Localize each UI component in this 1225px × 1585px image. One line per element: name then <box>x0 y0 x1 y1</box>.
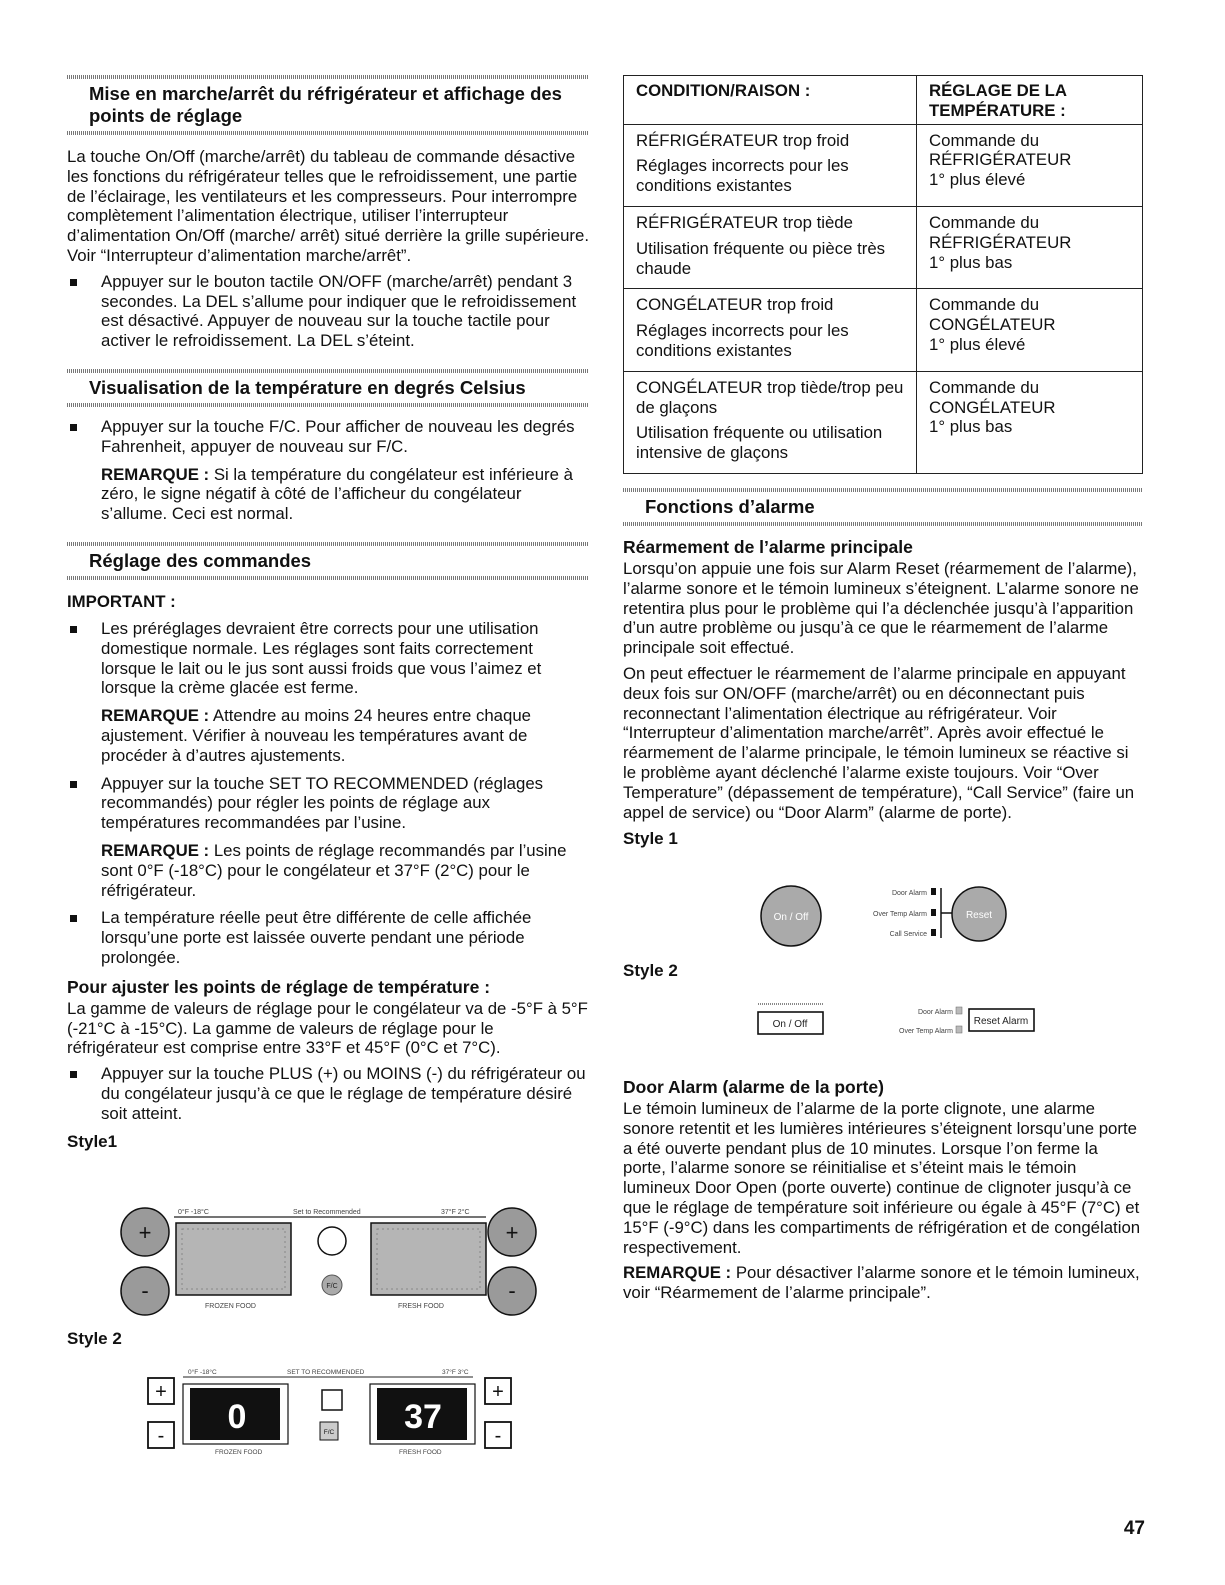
step-text: 1° plus élevé <box>929 334 1026 354</box>
step-text: 1° plus bas <box>929 252 1013 272</box>
frozen-food-label: FROZEN FOOD <box>205 1303 256 1310</box>
note-text: Pour désactiver l’alarme sonore et le témoin lumineux, voir “Réarmement de l’alarme principale”. <box>623 1263 1140 1303</box>
section-title-power: Mise en marche/arrêt du réfrigérateur et affichage des points de réglage <box>89 83 562 126</box>
plus-symbol: + <box>492 1381 504 1403</box>
door-alarm-label: Door Alarm <box>891 890 927 897</box>
section-divider <box>623 522 1143 526</box>
door-alarm-note <box>623 1263 1143 1303</box>
table-row <box>624 124 1143 206</box>
fc-label: F/C <box>323 1429 335 1436</box>
important-label: IMPORTANT : <box>67 591 176 611</box>
on-off-label: On / Off <box>772 1019 808 1030</box>
set-recommended-button[interactable] <box>318 1227 346 1255</box>
reason-text: Réglages incorrects pour les conditions existantes <box>636 156 849 196</box>
minus-symbol: - <box>141 1278 149 1303</box>
fridge-setpoint: 37°F 2°C <box>441 1209 470 1216</box>
adjust-heading: Pour ajuster les points de réglage de température : <box>67 976 491 997</box>
celsius-bullet: Appuyer sur la touche F/C. Pour afficher de nouveau les degrés Fahrenheit, appuyer de nouveau sur F/C. <box>67 417 589 457</box>
fresh-food-label: FRESH FOOD <box>399 1449 442 1456</box>
condition-text: RÉFRIGÉRATEUR trop froid <box>636 130 850 150</box>
fridge-display <box>371 1223 486 1295</box>
page-number: 47 <box>1123 1518 1145 1539</box>
door-alarm-section <box>623 1076 1143 1309</box>
unit-text: CONGÉLATEUR <box>929 315 1056 335</box>
section-title-controls: Réglage des commandes <box>89 549 312 571</box>
controls-note-2 <box>67 841 589 900</box>
over-temp-led <box>931 909 936 916</box>
setting-cell <box>917 371 1143 473</box>
fresh-food-label: FRESH FOOD <box>398 1303 444 1310</box>
plus-symbol: + <box>138 1220 152 1245</box>
power-bullet: Appuyer sur le bouton tactile ON/OFF (marche/arrêt) pendant 3 secondes. La DEL s’allume pour indiquer que le refroidissement est désactivé. Appuyer de nouveau sur la touche tactile pour activer le refroidissement. La DEL s’éteint. <box>67 272 589 351</box>
reset-label: Reset <box>965 910 993 921</box>
door-alarm-led <box>931 888 936 895</box>
setting-cell <box>917 206 1143 288</box>
condition-cell <box>624 206 917 288</box>
minus-symbol: - <box>494 1425 502 1447</box>
left-column <box>67 75 589 1152</box>
temperature-table <box>623 75 1143 474</box>
unit-text: RÉFRIGÉRATEUR <box>929 232 1072 252</box>
note-label: REMARQUE : <box>623 1263 732 1283</box>
fc-label: F/C <box>326 1283 338 1290</box>
section-title-celsius: Visualisation de la température en degrés Celsius <box>89 376 526 398</box>
alarm-reset-heading: Réarmement de l’alarme principale <box>623 536 913 557</box>
step-text: 1° plus bas <box>929 417 1013 437</box>
control-panel-style2 <box>140 1362 525 1467</box>
right-column <box>623 75 1143 849</box>
power-paragraph: La touche On/Off (marche/arrêt) du tableau de commande désactive les fonctions du réfrigérateur telles que le refroidissement, une partie de l’éclairage, les ventilateurs et les compresseurs. Pour interrompre complètement l’alimentation électrique, utiliser l’interrupteur d’alimentation On/Off (marche/ arrêt) situé derrière la grille supérieure. Voir “Interrupteur d’alimentation marche/arrêt”. <box>67 147 589 265</box>
controls-bullet-2: Appuyer sur la touche SET TO RECOMMENDED (réglages recommandés) pour régler les points de réglage aux températures recommandées par l’usine. <box>67 774 589 833</box>
condition-text: CONGÉLATEUR trop tiède/trop peu de glaçons <box>636 377 904 417</box>
style2-label: Style 2 <box>67 1329 122 1348</box>
setting-cell <box>917 289 1143 371</box>
unit-text: CONGÉLATEUR <box>929 397 1056 417</box>
reason-text: Réglages incorrects pour les conditions existantes <box>636 321 849 360</box>
section-divider <box>67 403 589 407</box>
fridge-digit: 37 <box>404 1398 442 1436</box>
header-condition: CONDITION/RAISON : <box>624 76 917 125</box>
header-setting: RÉGLAGE DE LA TEMPÉRATURE : <box>917 76 1143 125</box>
section-title-alarm: Fonctions d’alarme <box>645 495 815 517</box>
section-divider <box>67 131 589 135</box>
condition-text: CONGÉLATEUR trop froid <box>636 295 834 315</box>
set-to-recommended-label: Set to Recommended <box>293 1209 361 1216</box>
note-label: REMARQUE : <box>101 840 210 860</box>
freezer-setpoint: 0°F -18°C <box>188 1369 217 1376</box>
note-text: Les points de réglage recommandés par l’usine sont 0°F (-18°C) pour le congélateur et 37°F (2°C) pour le réfrigérateur. <box>101 840 567 900</box>
control-panel-style1 <box>118 1200 543 1325</box>
command-text: Commande du <box>929 377 1040 397</box>
minus-symbol: - <box>508 1278 516 1303</box>
alarm-paragraph-2: On peut effectuer le réarmement de l’alarme principale en appuyant deux fois sur ON/OFF (marche/arrêt) ou en déconnectant puis reconnectant l’alimentation électrique au réfrigérateur. Voir “Interrupteur d’alimentation marche/arrêt”. Après avoir effectué le réarmement de l’alarme principale, le témoin lumineux se réactive si le problème ayant déclenché l’alarme existe toujours. Voir “Over Temperature” (dépassement de température), “Call Service” (faire un appel de service) ou “Door Alarm” (alarme de porte). <box>623 663 1135 822</box>
door-alarm-paragraph: Le témoin lumineux de l’alarme de la porte clignote, une alarme sonore retentit et les lumières intérieures s’éteignent lorsqu’une porte a été ouverte pendant plus de 10 minutes. Lorsque l’on ferme la porte, l’alarme sonore se réinitialise et s’éteint mais le témoin lumineux Door Open (porte ouverte) continue de clignoter jusqu’à ce que le réglage de température soit inférieure ou égale à 45°F (7°C) et 15°F (-9°C) dans les compartiments de réfrigération et de congélation respectivement. <box>623 1099 1141 1257</box>
door-alarm-led <box>956 1007 962 1014</box>
table-row <box>624 371 1143 473</box>
unit-text: RÉFRIGÉRATEUR <box>929 150 1072 170</box>
freezer-setpoint: 0°F -18°C <box>178 1209 209 1216</box>
fridge-setpoint: 37°F 3°C <box>442 1369 469 1376</box>
command-text: Commande du <box>929 130 1040 150</box>
note-text: Si la température du congélateur est inférieure à zéro, le signe négatif à côté de l’afficheur du congélateur s’allume. Ceci est normal. <box>101 464 573 524</box>
plus-symbol: + <box>505 1220 519 1245</box>
adjust-bullet: Appuyer sur la touche PLUS (+) ou MOINS (-) du réfrigérateur ou du congélateur jusqu’à ce que le réglage de température désiré soit atteint. <box>67 1064 589 1123</box>
plus-symbol: + <box>155 1381 167 1403</box>
section-divider <box>67 576 589 580</box>
adjust-paragraph: La gamme de valeurs de réglage pour le congélateur va de -5°F à 5°F (-21°C à -15°C). La gamme de valeurs de réglage pour le réfrigérateur est comprise entre 33°F et 45°F (0°C et 7°C). <box>67 998 588 1058</box>
set-recommended-button[interactable] <box>322 1390 342 1410</box>
note-label: REMARQUE : <box>101 464 210 484</box>
over-temp-led <box>956 1026 962 1033</box>
celsius-note <box>67 465 589 524</box>
style1-label: Style1 <box>67 1132 118 1152</box>
step-text: 1° plus élevé <box>929 170 1026 190</box>
freezer-display <box>176 1223 291 1295</box>
freezer-digit: 0 <box>227 1398 247 1436</box>
alarm-style2-label: Style 2 <box>623 961 678 980</box>
door-alarm-heading: Door Alarm (alarme de la porte) <box>623 1077 884 1097</box>
alarm-paragraph-1: Lorsqu’on appuie une fois sur Alarm Reset (réarmement de l’alarme), l’alarme sonore et le témoin lumineux s’éteignent. L’alarme sonore ne retentira plus pour le problème qui l’a déclenchée jusqu’à l’apparition d’un autre problème ou jusqu’à ce que le réarmement de l’alarme principale soit effectué. <box>623 558 1139 658</box>
note-text: Attendre au moins 24 heures entre chaque ajustement. Vérifier à nouveau les températures avant de procéder à d’autres ajustements. <box>101 706 532 765</box>
table-header-row <box>624 76 1143 125</box>
reason-text: Utilisation fréquente ou utilisation intensive de glaçons <box>636 423 883 463</box>
condition-cell <box>624 371 917 473</box>
controls-note-1 <box>67 706 589 765</box>
setting-cell <box>917 124 1143 206</box>
command-text: Commande du <box>929 212 1040 232</box>
controls-bullet-3: La température réelle peut être différente de celle affichée lorsqu’une porte est laissée ouverte pendant une période prolongée. <box>67 908 589 967</box>
condition-text: RÉFRIGÉRATEUR trop tiède <box>636 212 853 232</box>
call-service-led <box>931 929 936 936</box>
minus-symbol: - <box>157 1425 165 1447</box>
condition-cell <box>624 124 917 206</box>
table-row <box>624 289 1143 371</box>
on-off-label: On / Off <box>773 912 809 923</box>
frozen-food-label: FROZEN FOOD <box>215 1449 263 1456</box>
condition-cell <box>624 289 917 371</box>
call-service-label: Call Service <box>889 931 927 938</box>
alarm-panel-style1 <box>755 878 1025 960</box>
reset-alarm-label: Reset Alarm <box>973 1016 1029 1027</box>
door-alarm-label: Door Alarm <box>917 1009 953 1016</box>
alarm-style1-label: Style 1 <box>623 829 678 849</box>
note-label: REMARQUE : <box>101 706 210 726</box>
command-text: Commande du <box>929 295 1040 315</box>
over-temp-label: Over Temp Alarm <box>873 911 927 918</box>
reason-text: Utilisation fréquente ou pièce très chaude <box>636 238 886 278</box>
controls-bullet-1: Les préréglages devraient être corrects pour une utilisation domestique normale. Les réglages sont faits correctement lorsque le lait ou le jus sont aussi froids que vous l’aimez et lorsque la crème glacée est ferme. <box>67 619 589 698</box>
table-row <box>624 206 1143 288</box>
over-temp-label: Over Temp Alarm <box>899 1028 953 1035</box>
set-to-recommended-label: SET TO RECOMMENDED <box>287 1369 365 1376</box>
alarm-panel-style2 <box>755 998 1045 1043</box>
